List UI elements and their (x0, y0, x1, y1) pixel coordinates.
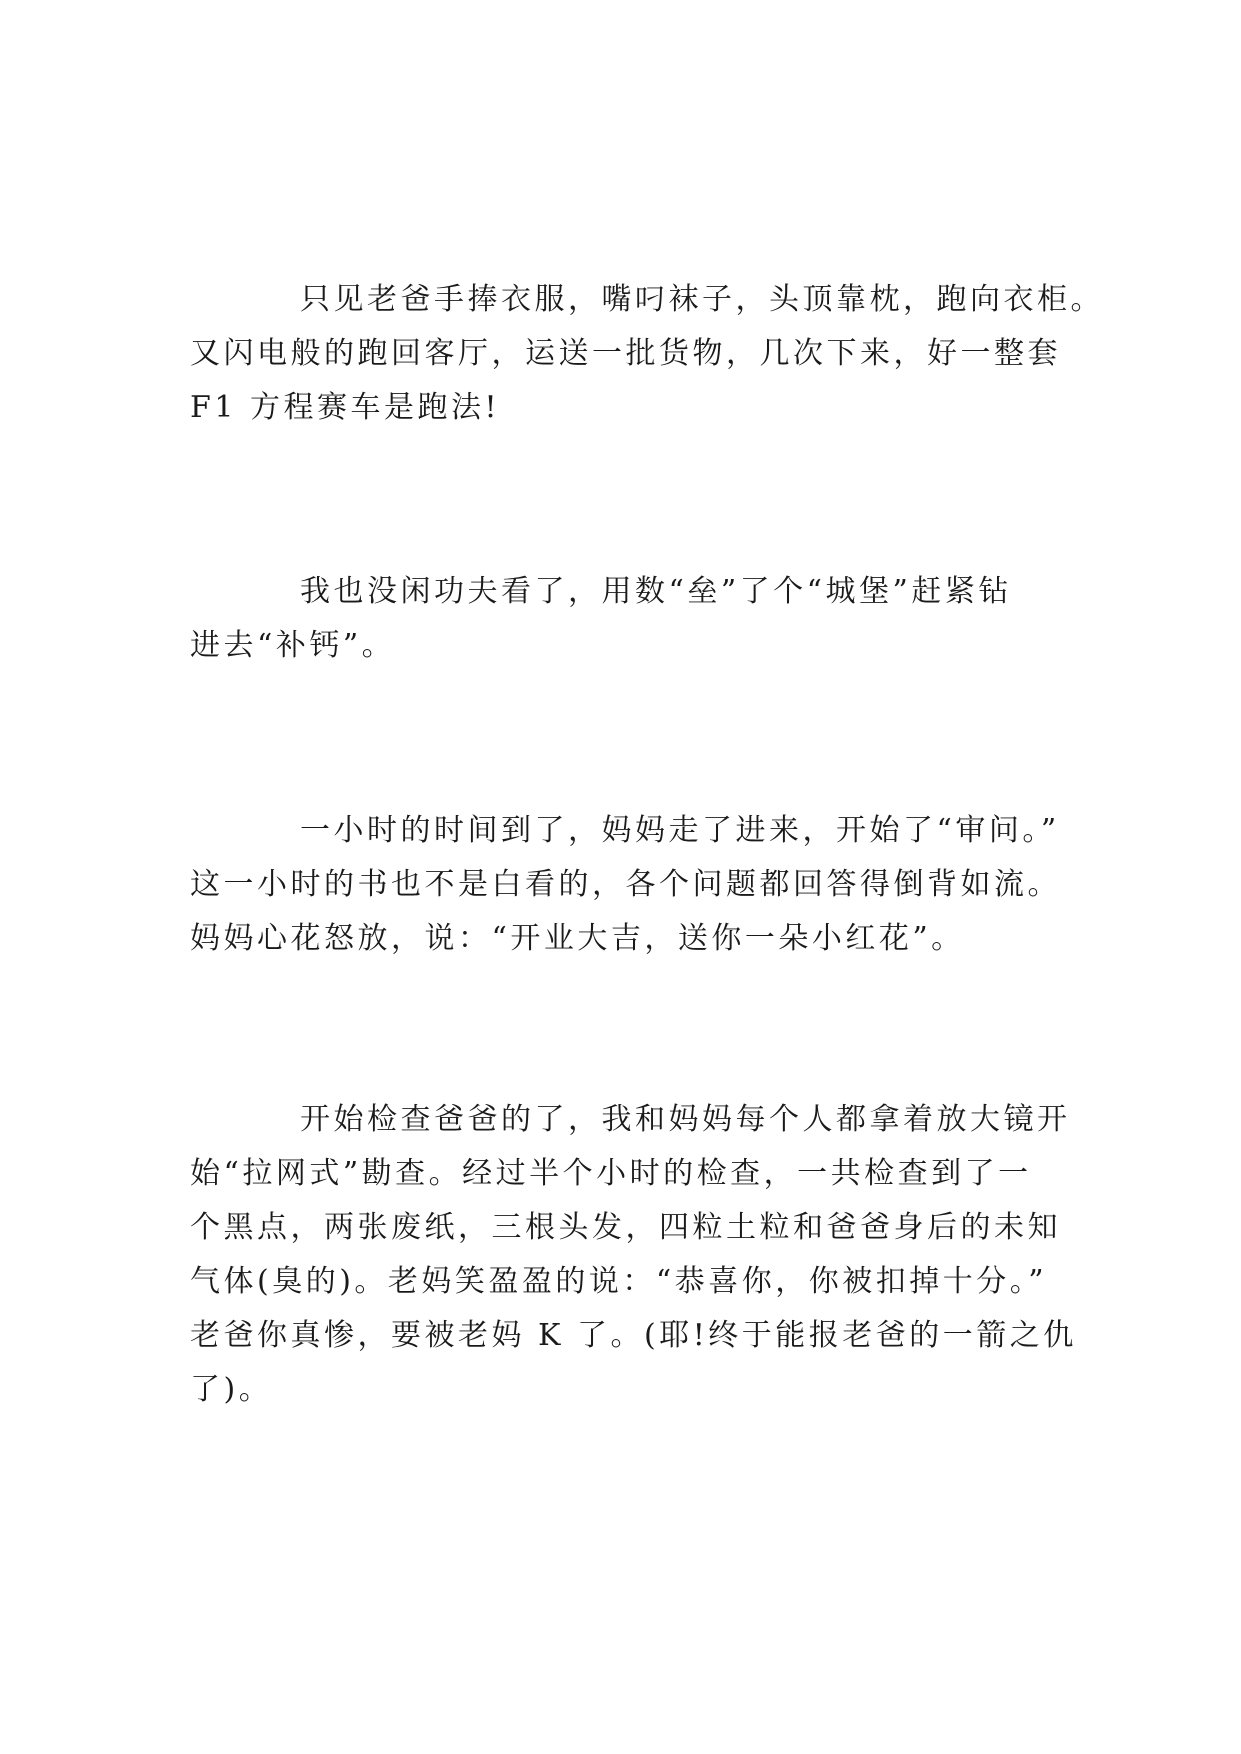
paragraph-line: 妈妈心花怒放，说：“开业大吉，送你一朵小红花”。 (190, 921, 965, 956)
paragraph-line: 老爸你真惨，要被老妈 K 了。(耶!终于能报老爸的一箭之仇 (190, 1318, 1077, 1353)
paragraph-line: 了)。 (190, 1372, 273, 1407)
paragraph-line: 只见老爸手捧衣服，嘴叼袜子，头顶靠枕，跑向衣柜。 (300, 282, 1104, 317)
paragraph-line: F1 方程赛车是跑法! (190, 390, 500, 425)
paragraph-4 (190, 1093, 1080, 1417)
paragraph-line: 始“拉网式”勘查。经过半个小时的检查，一共检查到了一 (190, 1156, 1032, 1191)
paragraph-line: 进去“补钙”。 (190, 628, 396, 663)
paragraph-line: 个黑点，两张废纸，三根头发，四粒土粒和爸爸身后的未知 (190, 1210, 1061, 1245)
paragraph-3 (190, 804, 1080, 966)
paragraph-line: 开始检查爸爸的了，我和妈妈每个人都拿着放大镜开 (300, 1102, 1071, 1137)
paragraph-1 (190, 273, 1104, 435)
paragraph-line: 又闪电般的跑回客厅，运送一批货物，几次下来，好一整套 (190, 336, 1061, 371)
paragraph-line: 一小时的时间到了，妈妈走了进来，开始了“审问。” (300, 813, 1060, 848)
paragraph-line: 气体(臭的)。老妈笑盈盈的说：“恭喜你，你被扣掉十分。” (190, 1264, 1048, 1299)
paragraph-line: 我也没闲功夫看了，用数“垒”了个“城堡”赶紧钻 (300, 574, 1012, 609)
paragraph-2 (190, 565, 1080, 673)
paragraph-line: 这一小时的书也不是白看的，各个问题都回答得倒背如流。 (190, 867, 1061, 902)
